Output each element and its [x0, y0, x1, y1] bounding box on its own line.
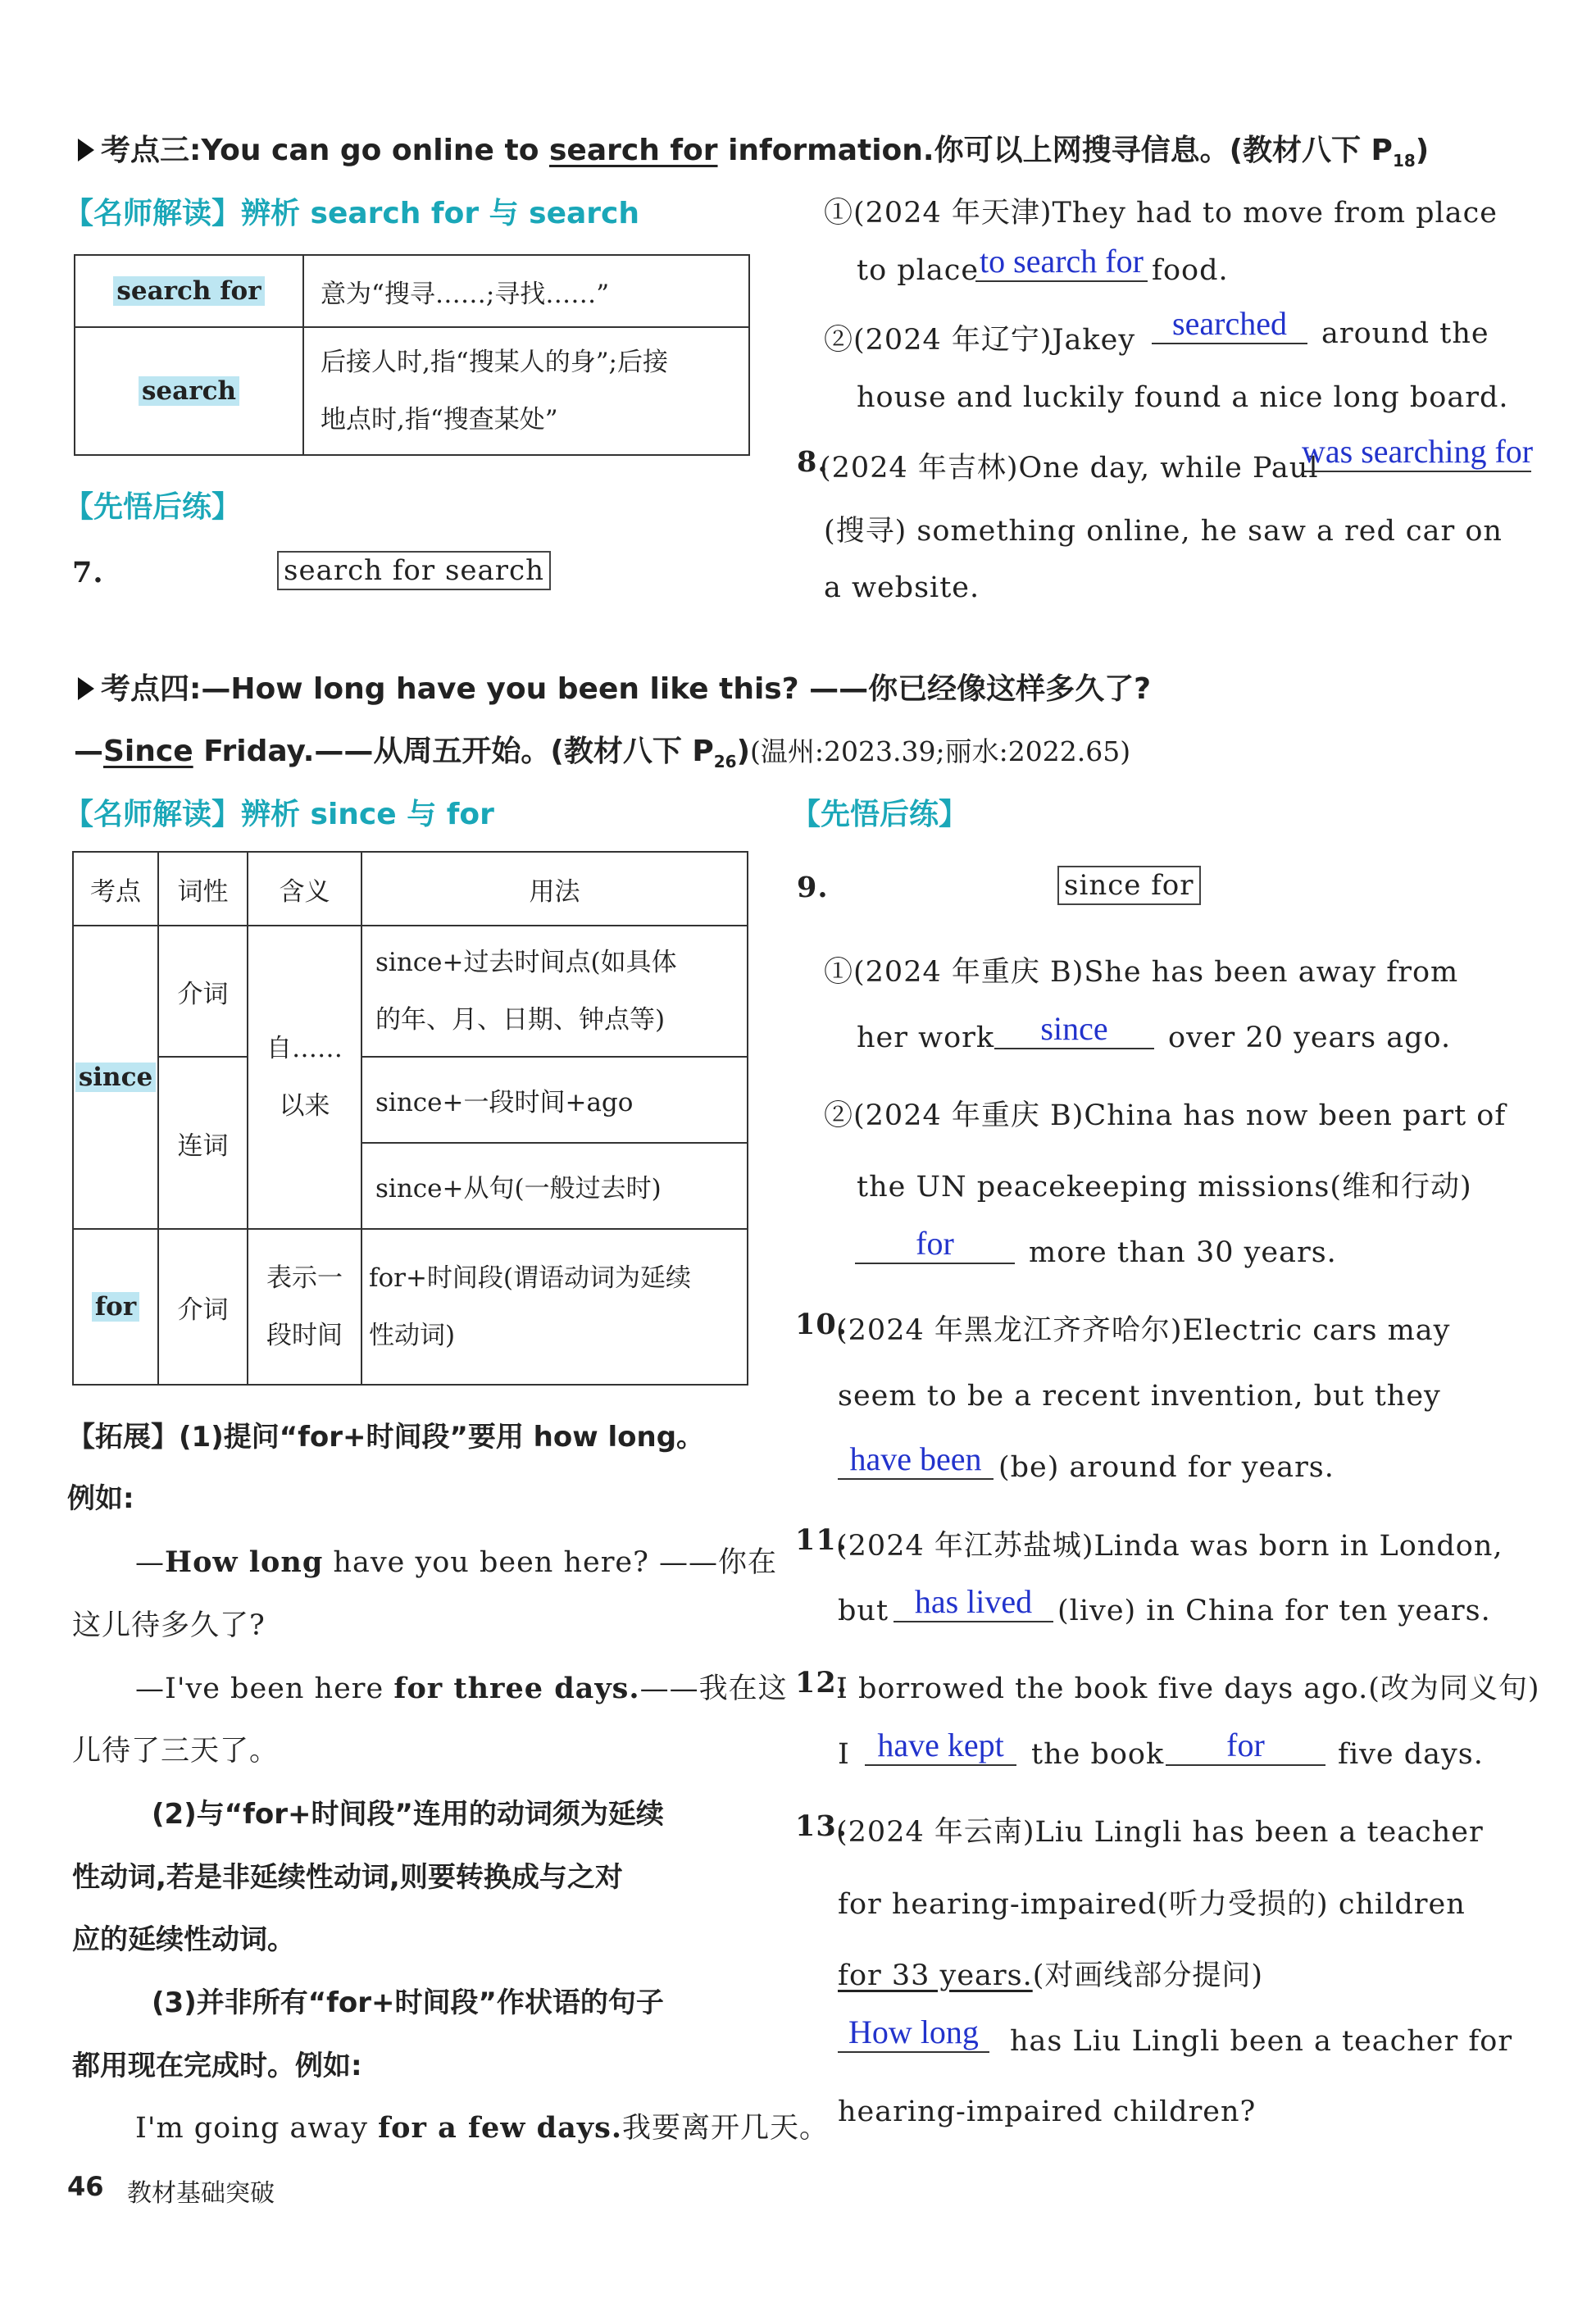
q13-line1: (2024 年云南)Liu Lingli has been a teacher — [836, 1816, 1484, 1849]
q10-line3: (be) around for years. — [998, 1451, 1335, 1484]
search-for-cell: search for — [75, 255, 303, 327]
answer-was-searching-for: was searching for — [1302, 433, 1531, 472]
q-tianjin-line1: ①(2024 年天津)They had to move from place — [824, 197, 1498, 230]
ext-line4b: 都用现在完成时。例如: — [72, 2050, 362, 2082]
answer-have-kept: have kept — [865, 1727, 1016, 1766]
answer-since: since — [994, 1010, 1154, 1049]
example2-line1: —I've been here for three days.——我在这 — [135, 1672, 788, 1705]
answer-have-been: have been — [838, 1440, 994, 1480]
answer-has-lived: has lived — [893, 1583, 1053, 1622]
section-4-subtitle: —Since Friday.——从周五开始。(教材八下 $P_{26}$)(温州:2023.39;丽水:2022.65) — [74, 735, 1131, 772]
q13-line3: for 33 years.(对画线部分提问) — [838, 1959, 1264, 1992]
example1-line1: —How long have you been here? ——你在 — [135, 1545, 778, 1579]
ext-line2: 例如: — [67, 1482, 134, 1515]
q10-line1: (2024 年黑龙江齐齐哈尔)Electric cars may — [836, 1314, 1451, 1347]
for-usage: for+时间段(谓语动词为延续 性动词) — [361, 1229, 748, 1385]
q9-1-line1: ①(2024 年重庆 B)She has been away from — [824, 956, 1459, 989]
q-liaoning-b: around the — [1321, 317, 1489, 350]
q7-number: 7. — [72, 556, 104, 589]
mingshi-label-2: 【名师解读】辨析 since 与 for — [64, 798, 494, 831]
since-conj: 连词 — [158, 1057, 248, 1229]
q-liaoning-c: house and luckily found a nice long board. — [857, 381, 1509, 414]
since-usage-1: since+过去时间点(如具体 的年、月、日期、钟点等) — [361, 926, 748, 1057]
q9-2-line3: more than 30 years. — [1029, 1236, 1337, 1269]
since-usage-2: since+一段时间+ago — [361, 1057, 748, 1143]
answer-how-long: How long — [838, 2014, 989, 2053]
q-tianjin-line2-b: food. — [1152, 254, 1229, 287]
q9-word-box: since for — [1057, 866, 1201, 905]
xianwu-label-1: 【先悟后练】 — [64, 490, 242, 524]
since-usage-3: since+从句(一般过去时) — [361, 1143, 748, 1229]
q12-line2-a: I — [838, 1738, 850, 1771]
q9-1-line2-b: over 20 years ago. — [1168, 1022, 1452, 1054]
q12-line2-b: the book — [1031, 1738, 1165, 1771]
since-prep: 介词 — [158, 926, 248, 1057]
for-prep: 介词 — [158, 1229, 248, 1385]
th-yongfa: 用法 — [361, 852, 748, 926]
q9-2-line1: ②(2024 年重庆 B)China has now been part of — [824, 1099, 1507, 1132]
answer-searched: searched — [1152, 305, 1307, 344]
since-for-table — [72, 851, 748, 1386]
answer-to-search-for: to search for — [975, 243, 1148, 282]
footer-label: 教材基础突破 — [127, 2179, 275, 2208]
q10-number: 10. — [795, 1308, 848, 1341]
search-table — [74, 254, 750, 456]
q13-line5: hearing-impaired children? — [838, 2096, 1257, 2128]
example1-line2: 这儿待多久了? — [72, 1609, 266, 1642]
th-hanyi: 含义 — [248, 852, 361, 926]
q13-line4: has Liu Lingli been a teacher for — [1010, 2025, 1513, 2058]
th-cixing: 词性 — [158, 852, 248, 926]
search-cell: search — [75, 327, 303, 455]
for-key: for — [73, 1229, 158, 1385]
triangle-bullet-icon — [78, 139, 94, 162]
triangle-bullet-icon — [78, 677, 94, 700]
example3: I'm going away for a few days.我要离开几天。 — [135, 2111, 830, 2145]
q13-number: 13. — [795, 1809, 848, 1843]
ext-line3a: (2)与“for+时间段”连用的动词须为延续 — [152, 1798, 664, 1831]
q8-line1: (2024 年吉林)One day, while Paul — [820, 452, 1319, 485]
ext-line3b: 性动词,若是非延续性动词,则要转换成与之对 — [72, 1861, 623, 1894]
q13-line2: for hearing-impaired(听力受损的) children — [838, 1888, 1466, 1921]
since-key: since — [73, 926, 158, 1229]
q12-line2-c: five days. — [1338, 1738, 1484, 1771]
q11-line2-a: but — [838, 1595, 889, 1627]
q-liaoning-a: ②(2024 年辽宁)Jakey — [824, 324, 1136, 357]
q11-line2-b: (live) in China for ten years. — [1057, 1595, 1491, 1627]
q12-line1: I borrowed the book five days ago.(改为同义句) — [836, 1672, 1540, 1705]
ext-line3c: 应的延续性动词。 — [72, 1923, 295, 1956]
q8-line2: (搜寻) something online, he saw a red car on — [824, 515, 1503, 548]
q11-number: 11. — [795, 1523, 848, 1557]
th-kaodian: 考点 — [73, 852, 158, 926]
q11-line1: (2024 年江苏盐城)Linda was born in London, — [836, 1530, 1503, 1563]
ext-line1: 【拓展】(1)提问“for+时间段”要用 how long。 — [67, 1421, 705, 1454]
example2-line2: 儿待了三天了。 — [72, 1735, 280, 1768]
q9-number: 9. — [797, 871, 829, 904]
answer-for-2: for — [1166, 1727, 1325, 1766]
q10-line2: seem to be a recent invention, but they — [838, 1380, 1441, 1413]
page-number: 46 — [67, 2171, 104, 2202]
for-meaning: 表示一 段时间 — [248, 1229, 361, 1385]
xianwu-label-2: 【先悟后练】 — [791, 798, 969, 831]
section-4-title: 考点四:—How long have you been like this? ——你已经像这样多久了? — [78, 666, 1151, 708]
section-3-title: 考点三:You can go online to search for information.你可以上网搜寻信息。(教材八下 $P_{18}$) — [78, 127, 1429, 171]
answer-for-1: for — [855, 1225, 1015, 1264]
q7-word-box: search for search — [277, 551, 551, 590]
q12-number: 12. — [795, 1666, 848, 1700]
search-for-meaning: 意为“搜寻……;寻找……” — [303, 255, 749, 327]
since-meaning: 自…… 以来 — [248, 926, 361, 1229]
mingshi-label-1: 【名师解读】辨析 search for 与 search — [64, 197, 640, 230]
q8-line3: a website. — [824, 571, 980, 604]
q-tianjin-line2-a: to place — [857, 254, 980, 287]
q8-number: 8. — [797, 445, 829, 479]
search-meaning: 后接人时,指“搜某人的身”;后接 地点时,指“搜查某处” — [303, 327, 749, 455]
q9-2-line2: the UN peacekeeping missions(维和行动) — [857, 1171, 1472, 1204]
q9-1-line2-a: her work — [857, 1022, 995, 1054]
ext-line4a: (3)并非所有“for+时间段”作状语的句子 — [152, 1986, 664, 2019]
